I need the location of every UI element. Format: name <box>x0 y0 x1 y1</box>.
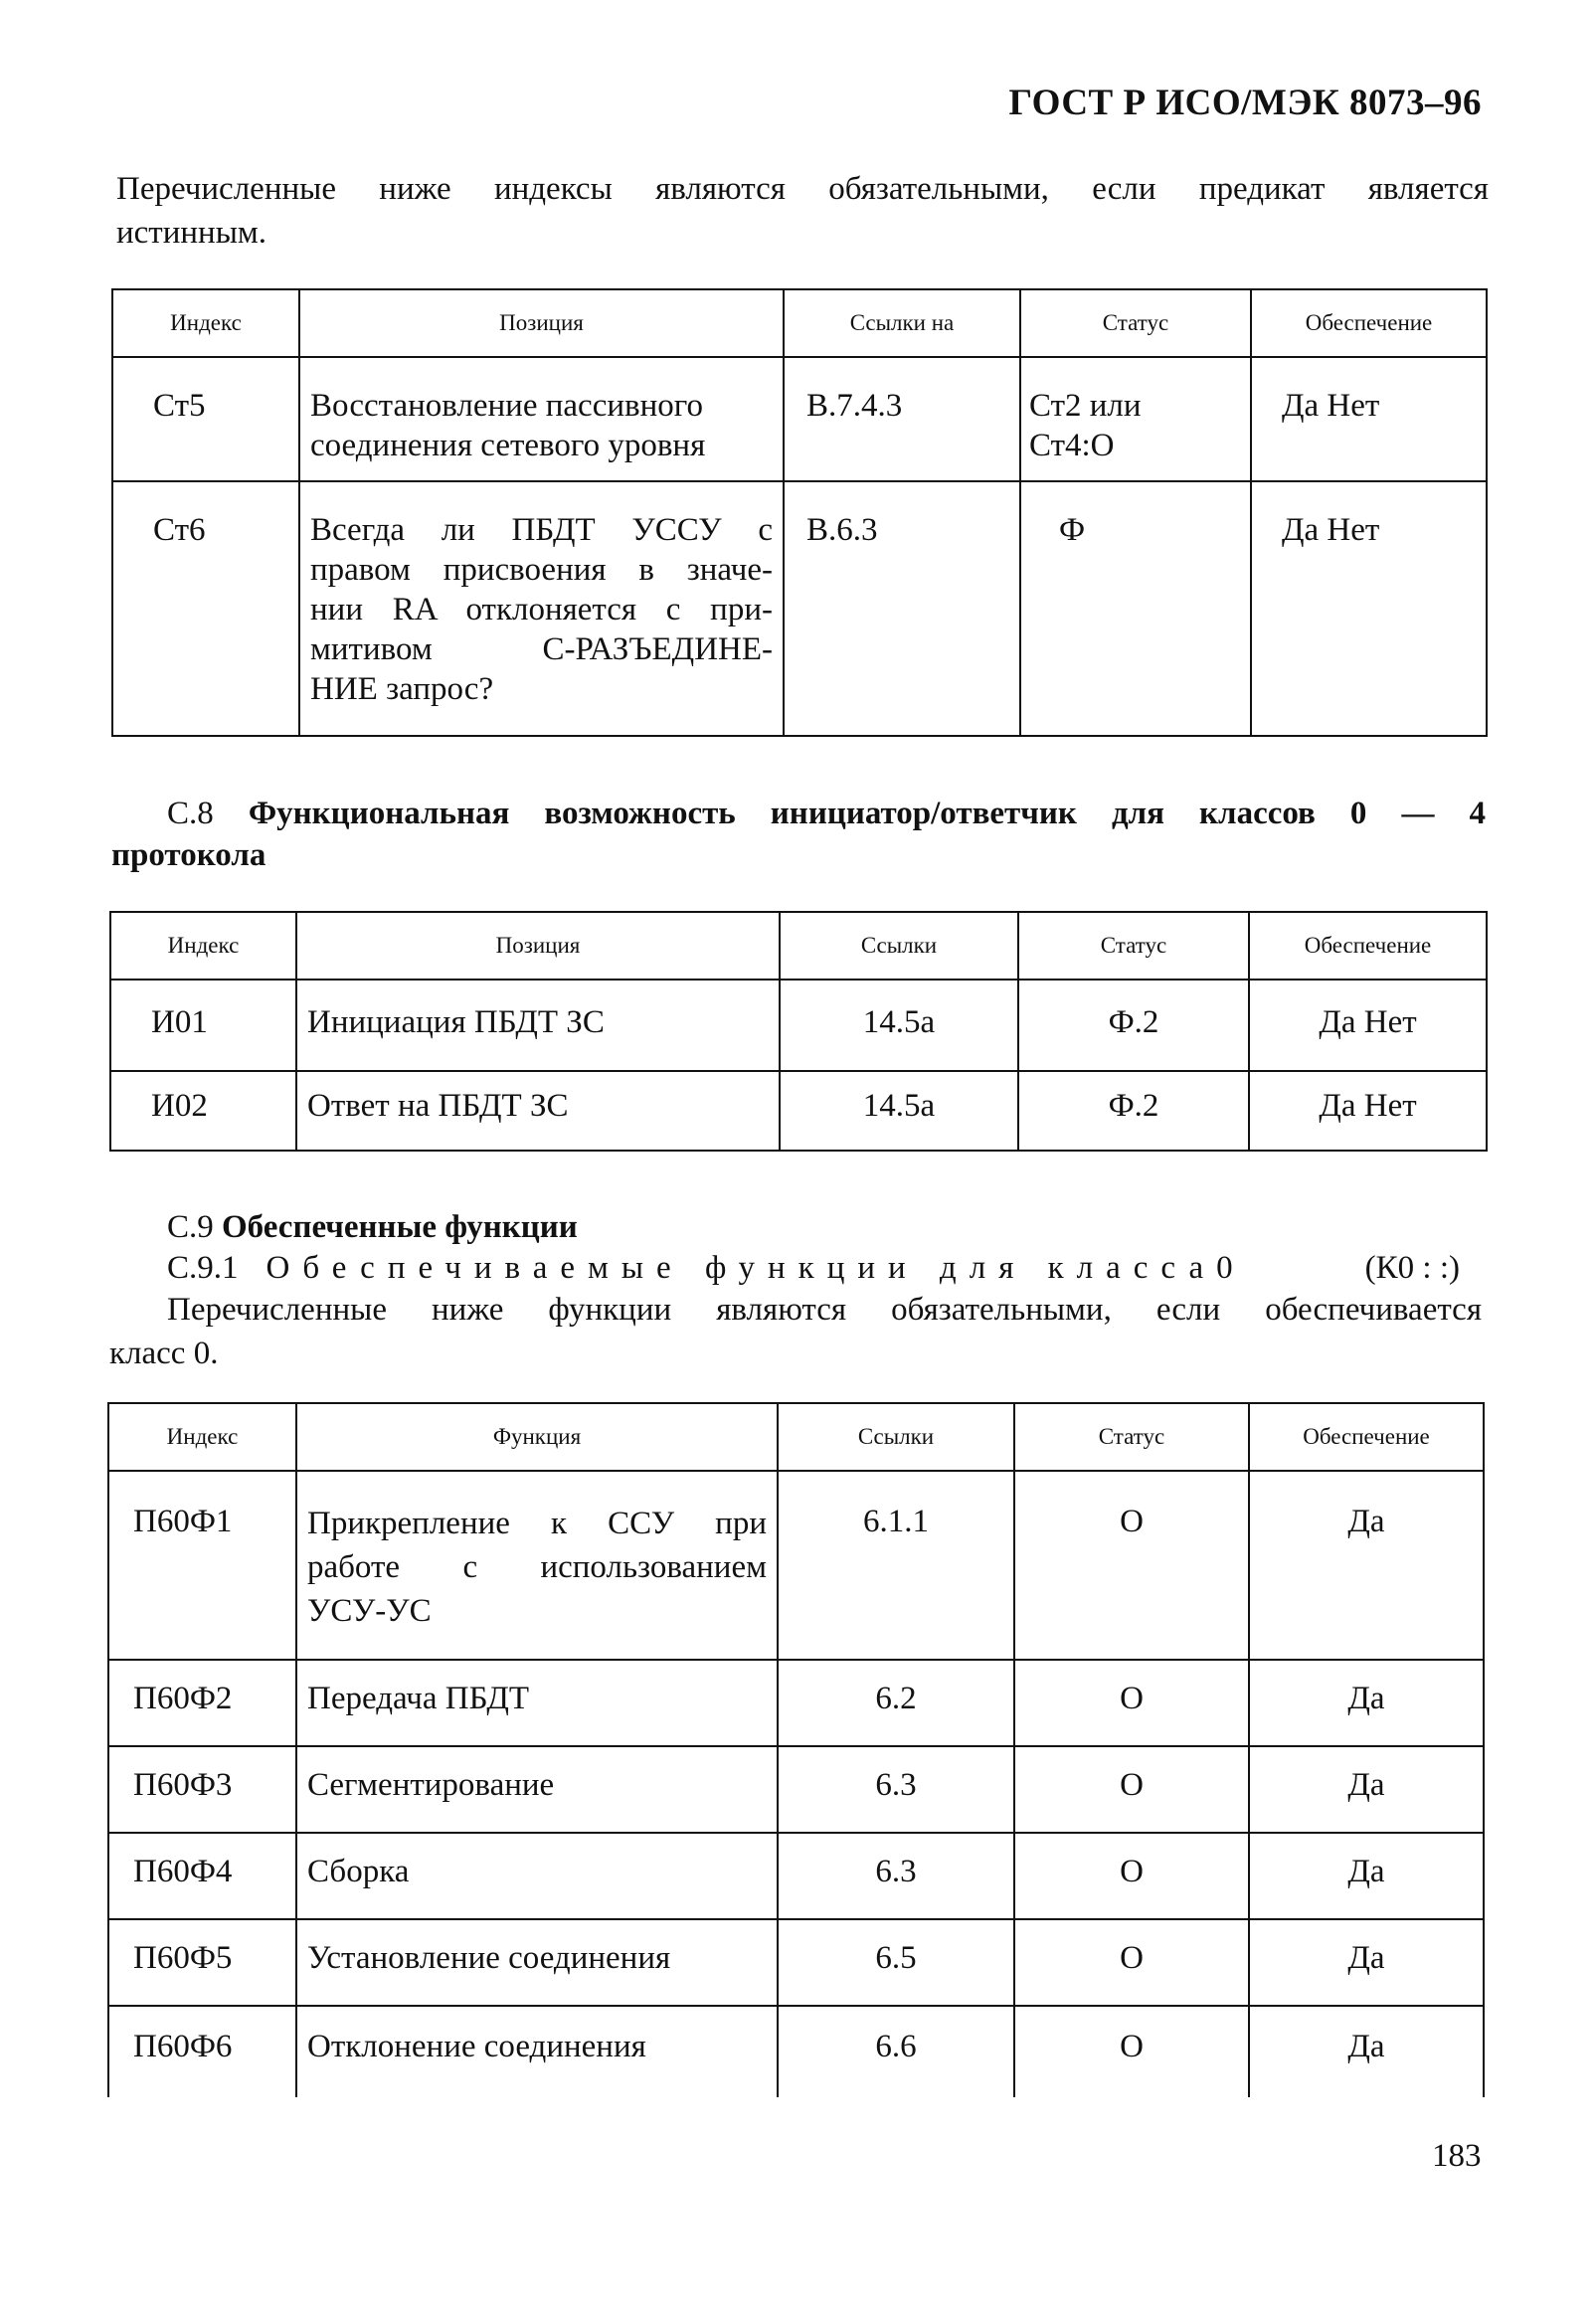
cell-ref: 14.5a <box>780 1071 1018 1151</box>
section-c91-number: С.9.1 <box>167 1250 239 1286</box>
section-c9-text-line-2: класс 0. <box>109 1336 219 1371</box>
cell-function: Отклонение соединения <box>296 2006 778 2097</box>
cell-function: Передача ПБДТ <box>296 1660 778 1746</box>
cell-function <box>296 1471 778 1660</box>
cell-support: Да Нет <box>1251 357 1487 481</box>
cell-support: Да <box>1249 2006 1484 2097</box>
section-c8-number: С.8 <box>167 796 214 831</box>
section-c91-heading <box>167 1247 1460 1289</box>
cell-status: О <box>1014 1471 1249 1660</box>
cell-line: УСУ-УС <box>307 1593 432 1629</box>
section-c91-title: Обеспечиваемые функции для класса0 <box>266 1250 1246 1286</box>
section-c9-number: С.9 <box>167 1209 214 1245</box>
header-status: Статус <box>1014 1403 1249 1471</box>
table-row <box>112 357 1487 481</box>
cell-index: Ст6 <box>112 481 299 736</box>
table-functions <box>107 1402 1485 2097</box>
table-row <box>110 980 1487 1071</box>
table-requirements <box>111 288 1488 737</box>
table-row <box>108 1660 1484 1746</box>
section-c9-title: Обеспеченные функции <box>222 1209 578 1245</box>
cell-line: Ст4:О <box>1029 428 1115 463</box>
intro-line-2: истинным. <box>116 215 267 251</box>
header-index: Индекс <box>110 912 296 980</box>
section-c8-line-2 <box>111 834 1486 876</box>
header-refs: Ссылки <box>778 1403 1014 1471</box>
cell-ref: 6.3 <box>778 1833 1014 1919</box>
cell-line: Ф <box>1059 512 1086 548</box>
table-row <box>110 1071 1487 1151</box>
cell-status <box>1020 481 1251 736</box>
intro-paragraph <box>116 167 1489 211</box>
header-position: Позиция <box>296 912 780 980</box>
cell-function: Установление соединения <box>296 1919 778 2006</box>
cell-line: Всегда ли ПБДТ УССУ с <box>310 512 773 548</box>
cell-support: Да <box>1249 1919 1484 2006</box>
header-support: Обеспечение <box>1249 1403 1484 1471</box>
cell-function: Сегментирование <box>296 1746 778 1833</box>
cell-support: Да Нет <box>1249 1071 1487 1151</box>
header-index: Индекс <box>112 289 299 357</box>
header-position: Позиция <box>299 289 784 357</box>
cell-function: Сборка <box>296 1833 778 1919</box>
cell-support: Да Нет <box>1251 481 1487 736</box>
section-c9-heading <box>167 1206 578 1248</box>
cell-line: соединения сетевого уровня <box>310 428 706 463</box>
table-row <box>108 1471 1484 1660</box>
table-row <box>108 1746 1484 1833</box>
header-support: Обеспечение <box>1249 912 1487 980</box>
cell-line: нии RA отклоняется с при- <box>310 592 773 627</box>
cell-index: П60Ф4 <box>108 1833 296 1919</box>
table-header-row <box>108 1403 1484 1471</box>
section-c8-heading <box>111 793 1486 876</box>
section-c8-line-1 <box>111 793 1486 834</box>
cell-line: митивом С-РАЗЪЕДИНЕ- <box>310 631 773 667</box>
cell-line: правом присвоения в значе- <box>310 552 773 588</box>
cell-line: работе с использованием <box>307 1549 767 1585</box>
cell-support: Да Нет <box>1249 980 1487 1071</box>
cell-position: Инициация ПБДТ ЗС <box>296 980 780 1071</box>
cell-index: П60Ф1 <box>108 1471 296 1660</box>
cell-line: Прикрепление к ССУ при <box>307 1506 767 1541</box>
intro-line-1: Перечисленные ниже индексы являются обязательными, если предикат является <box>116 171 1489 207</box>
cell-line: НИЕ запрос? <box>310 671 494 707</box>
section-c91-code: (К0 : :) <box>1364 1250 1460 1286</box>
cell-support: Да <box>1249 1746 1484 1833</box>
cell-support: Да <box>1249 1660 1484 1746</box>
cell-index: И02 <box>110 1071 296 1151</box>
section-c9-text <box>167 1288 1482 1332</box>
cell-index: Ст5 <box>112 357 299 481</box>
cell-position <box>299 481 784 736</box>
header-refs: Ссылки <box>780 912 1018 980</box>
cell-ref: 6.1.1 <box>778 1471 1014 1660</box>
cell-position <box>299 357 784 481</box>
cell-index: И01 <box>110 980 296 1071</box>
table-row <box>108 1833 1484 1919</box>
section-c9-text-line-1: Перечисленные ниже функции являются обязательными, если обеспечивается <box>167 1292 1482 1328</box>
cell-status: О <box>1014 2006 1249 2097</box>
section-c8-title: Функциональная возможность инициатор/ответчик для классов 0 — 4 <box>248 796 1486 831</box>
cell-status <box>1020 357 1251 481</box>
header-function: Функция <box>296 1403 778 1471</box>
cell-index: П60Ф6 <box>108 2006 296 2097</box>
header-index: Индекс <box>108 1403 296 1471</box>
table-header-row <box>112 289 1487 357</box>
cell-ref: 6.2 <box>778 1660 1014 1746</box>
section-c8-title-cont: протокола <box>111 837 266 873</box>
table-row <box>108 2006 1484 2097</box>
cell-ref: 6.3 <box>778 1746 1014 1833</box>
cell-position: Ответ на ПБДТ ЗС <box>296 1071 780 1151</box>
cell-index: П60Ф3 <box>108 1746 296 1833</box>
cell-status: О <box>1014 1746 1249 1833</box>
cell-line: Восстановление пассивного <box>310 388 703 424</box>
cell-status: О <box>1014 1660 1249 1746</box>
cell-index: П60Ф5 <box>108 1919 296 2006</box>
cell-status: О <box>1014 1919 1249 2006</box>
cell-support: Да <box>1249 1471 1484 1660</box>
cell-support: Да <box>1249 1833 1484 1919</box>
cell-status: Ф.2 <box>1018 980 1249 1071</box>
document-header: ГОСТ Р ИСО/МЭК 8073–96 <box>1008 83 1482 123</box>
header-status: Статус <box>1020 289 1251 357</box>
cell-index: П60Ф2 <box>108 1660 296 1746</box>
table-row <box>108 1919 1484 2006</box>
cell-status: О <box>1014 1833 1249 1919</box>
cell-ref: 14.5a <box>780 980 1018 1071</box>
cell-line: Ст2 или <box>1029 388 1142 424</box>
header-status: Статус <box>1018 912 1249 980</box>
page-number: 183 <box>1432 2138 1482 2174</box>
cell-ref: 6.6 <box>778 2006 1014 2097</box>
table-row <box>112 481 1487 736</box>
header-support: Обеспечение <box>1251 289 1487 357</box>
table-initiator-responder <box>109 911 1488 1152</box>
cell-ref: 6.5 <box>778 1919 1014 2006</box>
cell-ref: B.6.3 <box>784 481 1020 736</box>
table-header-row <box>110 912 1487 980</box>
cell-status: Ф.2 <box>1018 1071 1249 1151</box>
header-refs: Ссылки на <box>784 289 1020 357</box>
cell-ref: B.7.4.3 <box>784 357 1020 481</box>
